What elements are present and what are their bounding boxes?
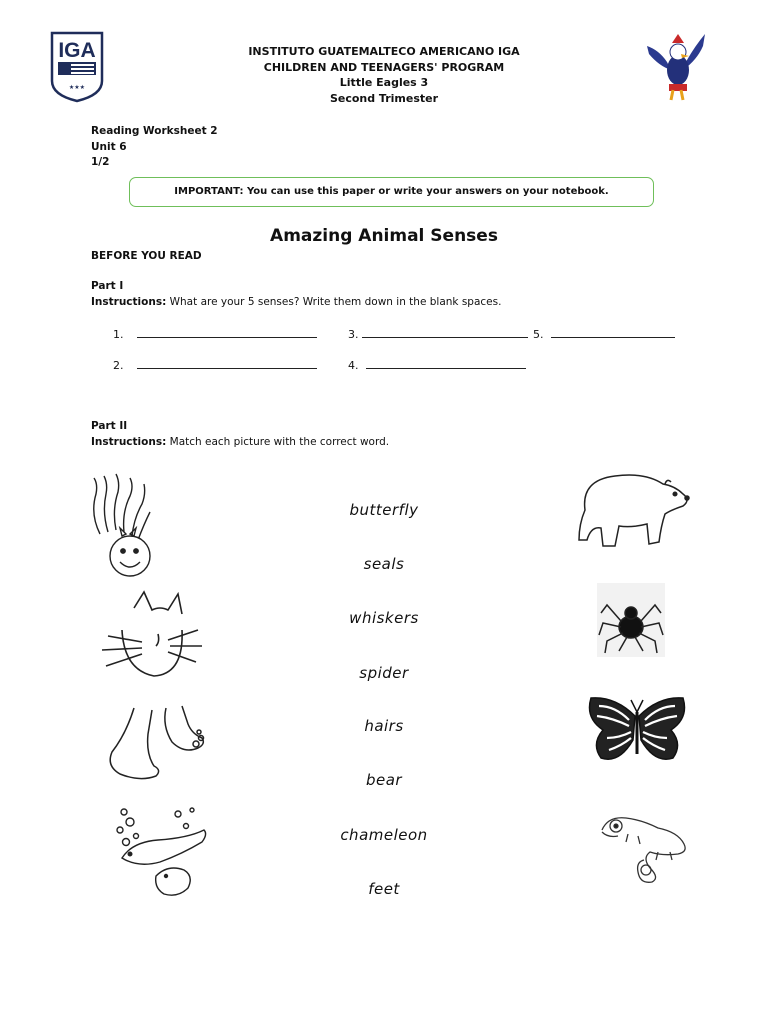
- blank-1[interactable]: [113, 327, 317, 341]
- notice-label: IMPORTANT:: [174, 186, 244, 197]
- notice-text: You can use this paper or write your answers on your notebook.: [246, 186, 609, 197]
- blank-2-number: 2.: [113, 359, 124, 372]
- word-butterfly[interactable]: butterfly: [349, 501, 419, 519]
- blank-3-number: 3.: [348, 328, 359, 341]
- blank-2[interactable]: [113, 358, 317, 372]
- feet-picture[interactable]: [106, 704, 206, 784]
- word-chameleon[interactable]: chameleon: [340, 826, 428, 844]
- part-two-instr-text: Match each picture with the correct word.: [169, 436, 390, 448]
- level-name: Little Eagles 3: [339, 76, 429, 89]
- word-spider[interactable]: spider: [359, 664, 409, 682]
- blank-4-number: 4.: [348, 359, 359, 372]
- blank-4[interactable]: [348, 358, 526, 372]
- page-title: Amazing Animal Senses: [270, 226, 498, 246]
- part-one-instr-label: Instructions:: [91, 296, 167, 308]
- cat-whiskers-picture[interactable]: [98, 590, 202, 686]
- worksheet-title: Reading Worksheet 2: [91, 125, 218, 137]
- word-feet[interactable]: feet: [368, 880, 400, 898]
- spider-picture[interactable]: [597, 583, 665, 657]
- school-name: INSTITUTO GUATEMALTECO AMERICANO IGA: [248, 45, 520, 58]
- blank-5[interactable]: [533, 327, 675, 341]
- logo-text: IGA: [58, 39, 96, 62]
- seals-picture[interactable]: [108, 802, 212, 902]
- important-notice: [129, 177, 654, 207]
- part-one-heading: Part I: [91, 280, 124, 292]
- butterfly-picture[interactable]: [585, 694, 689, 766]
- school-header: [0, 44, 768, 106]
- unit-label: Unit 6: [91, 140, 127, 153]
- blank-5-number: 5.: [533, 328, 544, 341]
- chameleon-picture[interactable]: [598, 808, 692, 884]
- bear-picture[interactable]: [575, 470, 691, 552]
- svg-text:★★★: ★★★: [68, 84, 86, 91]
- blank-1-number: 1.: [113, 328, 124, 341]
- page-number: 1/2: [91, 156, 110, 168]
- trimester-name: Second Trimester: [329, 91, 439, 105]
- part-two-instructions: [91, 436, 389, 448]
- part-two-heading: Part II: [91, 420, 128, 432]
- part-two-instr-label: Instructions:: [91, 436, 167, 448]
- word-whiskers[interactable]: whiskers: [349, 609, 419, 627]
- part-one-instructions: [91, 296, 501, 308]
- worksheet-meta: [91, 124, 218, 171]
- hair-girl-picture[interactable]: [86, 474, 166, 584]
- before-you-read-heading: BEFORE YOU READ: [91, 250, 202, 262]
- word-hairs[interactable]: hairs: [364, 717, 404, 735]
- word-bear[interactable]: bear: [365, 771, 403, 789]
- part-one-instr-text: What are your 5 senses? Write them down in the blank spaces.: [169, 296, 502, 308]
- word-seals[interactable]: seals: [363, 555, 405, 573]
- blank-3[interactable]: [348, 327, 528, 341]
- program-name: CHILDREN AND TEENAGERS' PROGRAM: [263, 60, 505, 74]
